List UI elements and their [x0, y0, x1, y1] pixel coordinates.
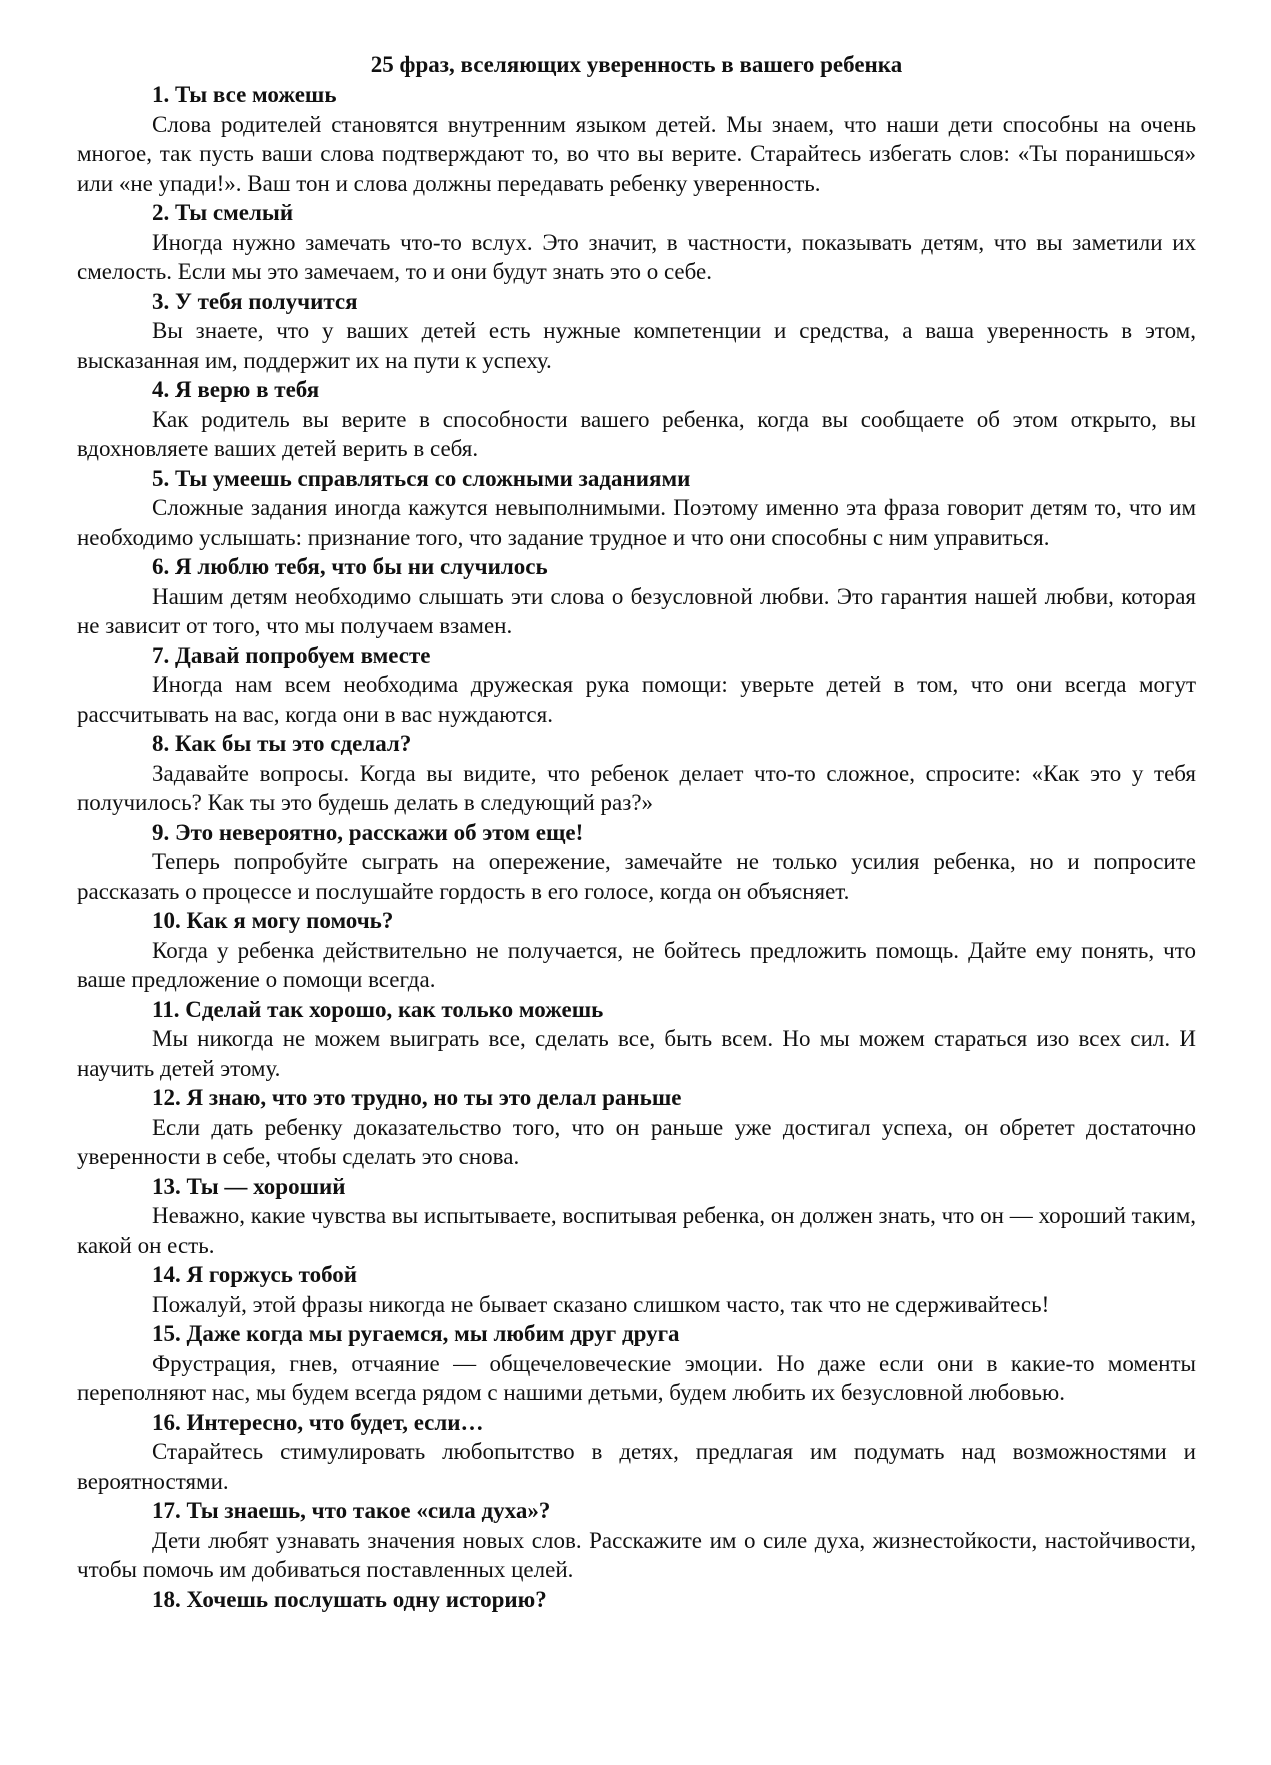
- section-text: Неважно, какие чувства вы испытываете, воспитывая ребенка, он должен знать, что он — хороший таким, какой он есть.: [77, 1203, 1197, 1258]
- section-text: Мы никогда не можем выиграть все, сделать все, быть всем. Но мы можем стараться изо всех сил. И научить детей этому.: [77, 1026, 1196, 1081]
- section-text: Иногда нам всем необходима дружеская рука помощи: уверьте детей в том, что они всегда могут рассчитывать на вас, когда они в вас нуждаются.: [77, 672, 1196, 727]
- section-4: [77, 375, 1196, 464]
- section-text: Слова родителей становятся внутренним языком детей. Мы знаем, что наши дети способны на очень многое, так пусть ваши слова подтверждают то, во что вы верите. Старайтесь избегать слов: «Ты поранишься» или «не упади!». Ваш тон и слова должны передавать ребенку уверенность.: [77, 111, 1196, 196]
- section-heading: 4. Я верю в тебя: [152, 377, 320, 402]
- section-7: [77, 641, 1196, 730]
- section-5: [77, 464, 1196, 553]
- section-text: Пожалуй, этой фразы никогда не бывает сказано слишком часто, так что не сдерживайтесь!: [152, 1291, 1050, 1317]
- section-heading: 8. Как бы ты это сделал?: [152, 731, 412, 756]
- section-text: Старайтесь стимулировать любопытство в детях, предлагая им подумать над возможностями и вероятностями.: [77, 1439, 1196, 1494]
- section-heading: 15. Даже когда мы ругаемся, мы любим друг друга: [152, 1321, 680, 1346]
- section-18: [77, 1585, 1196, 1615]
- section-heading: 14. Я горжусь тобой: [152, 1262, 358, 1287]
- section-17: [77, 1496, 1196, 1585]
- section-10: [77, 906, 1196, 995]
- section-heading: 2. Ты смелый: [152, 200, 294, 225]
- section-heading: 12. Я знаю, что это трудно, но ты это делал раньше: [152, 1085, 682, 1110]
- section-heading: 16. Интересно, что будет, если…: [152, 1409, 484, 1435]
- section-text: Когда у ребенка действительно не получается, не бойтесь предложить помощь. Дайте ему понять, что ваше предложение о помощи всегда.: [77, 937, 1196, 992]
- section-1: [77, 80, 1196, 198]
- section-text: Как родитель вы верите в способности вашего ребенка, когда вы сообщаете об этом открыто, вы вдохновляете ваших детей верить в себя.: [77, 406, 1196, 461]
- section-heading: 6. Я люблю тебя, что бы ни случилось: [152, 554, 548, 579]
- section-heading: 3. У тебя получится: [152, 288, 358, 314]
- section-text: Сложные задания иногда кажутся невыполнимыми. Поэтому именно эта фраза говорит детям то, что им необходимо услышать: признание того, что задание трудное и что они способны с ним управиться.: [77, 495, 1196, 550]
- section-heading: 9. Это невероятно, расскажи об этом еще!: [152, 819, 584, 845]
- section-heading: 13. Ты — хороший: [152, 1173, 346, 1199]
- section-heading: 17. Ты знаешь, что такое «сила духа»?: [152, 1498, 551, 1523]
- section-heading: 18. Хочешь послушать одну историю?: [152, 1586, 547, 1612]
- section-heading: 10. Как я могу помочь?: [152, 908, 394, 933]
- section-text: Иногда нужно замечать что-то вслух. Это значит, в частности, показывать детям, что вы заметили их смелость. Если мы это замечаем, то и они будут знать это о себе.: [77, 229, 1196, 284]
- section-16: [77, 1408, 1196, 1497]
- section-2: [77, 198, 1196, 287]
- section-heading: 7. Давай попробуем вместе: [152, 642, 431, 668]
- section-13: [77, 1172, 1196, 1261]
- section-text: Если дать ребенку доказательство того, что он раньше уже достигал успеха, он обретет достаточно уверенности в себе, чтобы сделать это снова.: [77, 1114, 1196, 1169]
- section-heading: 1. Ты все можешь: [152, 82, 337, 107]
- section-text: Нашим детям необходимо слышать эти слова о безусловной любви. Это гарантия нашей любви, которая не зависит от того, что мы получаем взамен.: [77, 583, 1196, 638]
- section-11: [77, 995, 1196, 1084]
- section-text: Задавайте вопросы. Когда вы видите, что ребенок делает что-то сложное, спросите: «Как это у тебя получилось? Как ты это будешь делать в следующий раз?»: [77, 760, 1196, 815]
- section-9: [77, 818, 1196, 907]
- section-6: [77, 552, 1196, 641]
- section-15: [77, 1319, 1196, 1408]
- section-14: [77, 1260, 1196, 1319]
- section-3: [77, 287, 1196, 376]
- section-text: Дети любят узнавать значения новых слов. Расскажите им о силе духа, жизнестойкости, настойчивости, чтобы помочь им добиваться поставленных целей.: [77, 1527, 1196, 1582]
- section-heading: 5. Ты умеешь справляться со сложными заданиями: [152, 465, 691, 491]
- section-heading: 11. Сделай так хорошо, как только можешь: [152, 996, 604, 1022]
- section-8: [77, 729, 1196, 818]
- section-text: Теперь попробуйте сыграть на опережение, замечайте не только усилия ребенка, но и попросите рассказать о процессе и послушайте гордость в его голосе, когда он объясняет.: [77, 849, 1196, 904]
- section-text: Вы знаете, что у ваших детей есть нужные компетенции и средства, а ваша уверенность в этом, высказанная им, поддержит их на пути к успеху.: [77, 318, 1196, 373]
- section-text: Фрустрация, гнев, отчаяние — общечеловеческие эмоции. Но даже если они в какие-то моменты переполняют нас, мы будем всегда рядом с нашими детьми, будем любить их безусловной любовью.: [77, 1350, 1196, 1405]
- document-title: 25 фраз, вселяющих уверенность в вашего ребенка: [370, 52, 903, 77]
- section-12: [77, 1083, 1196, 1172]
